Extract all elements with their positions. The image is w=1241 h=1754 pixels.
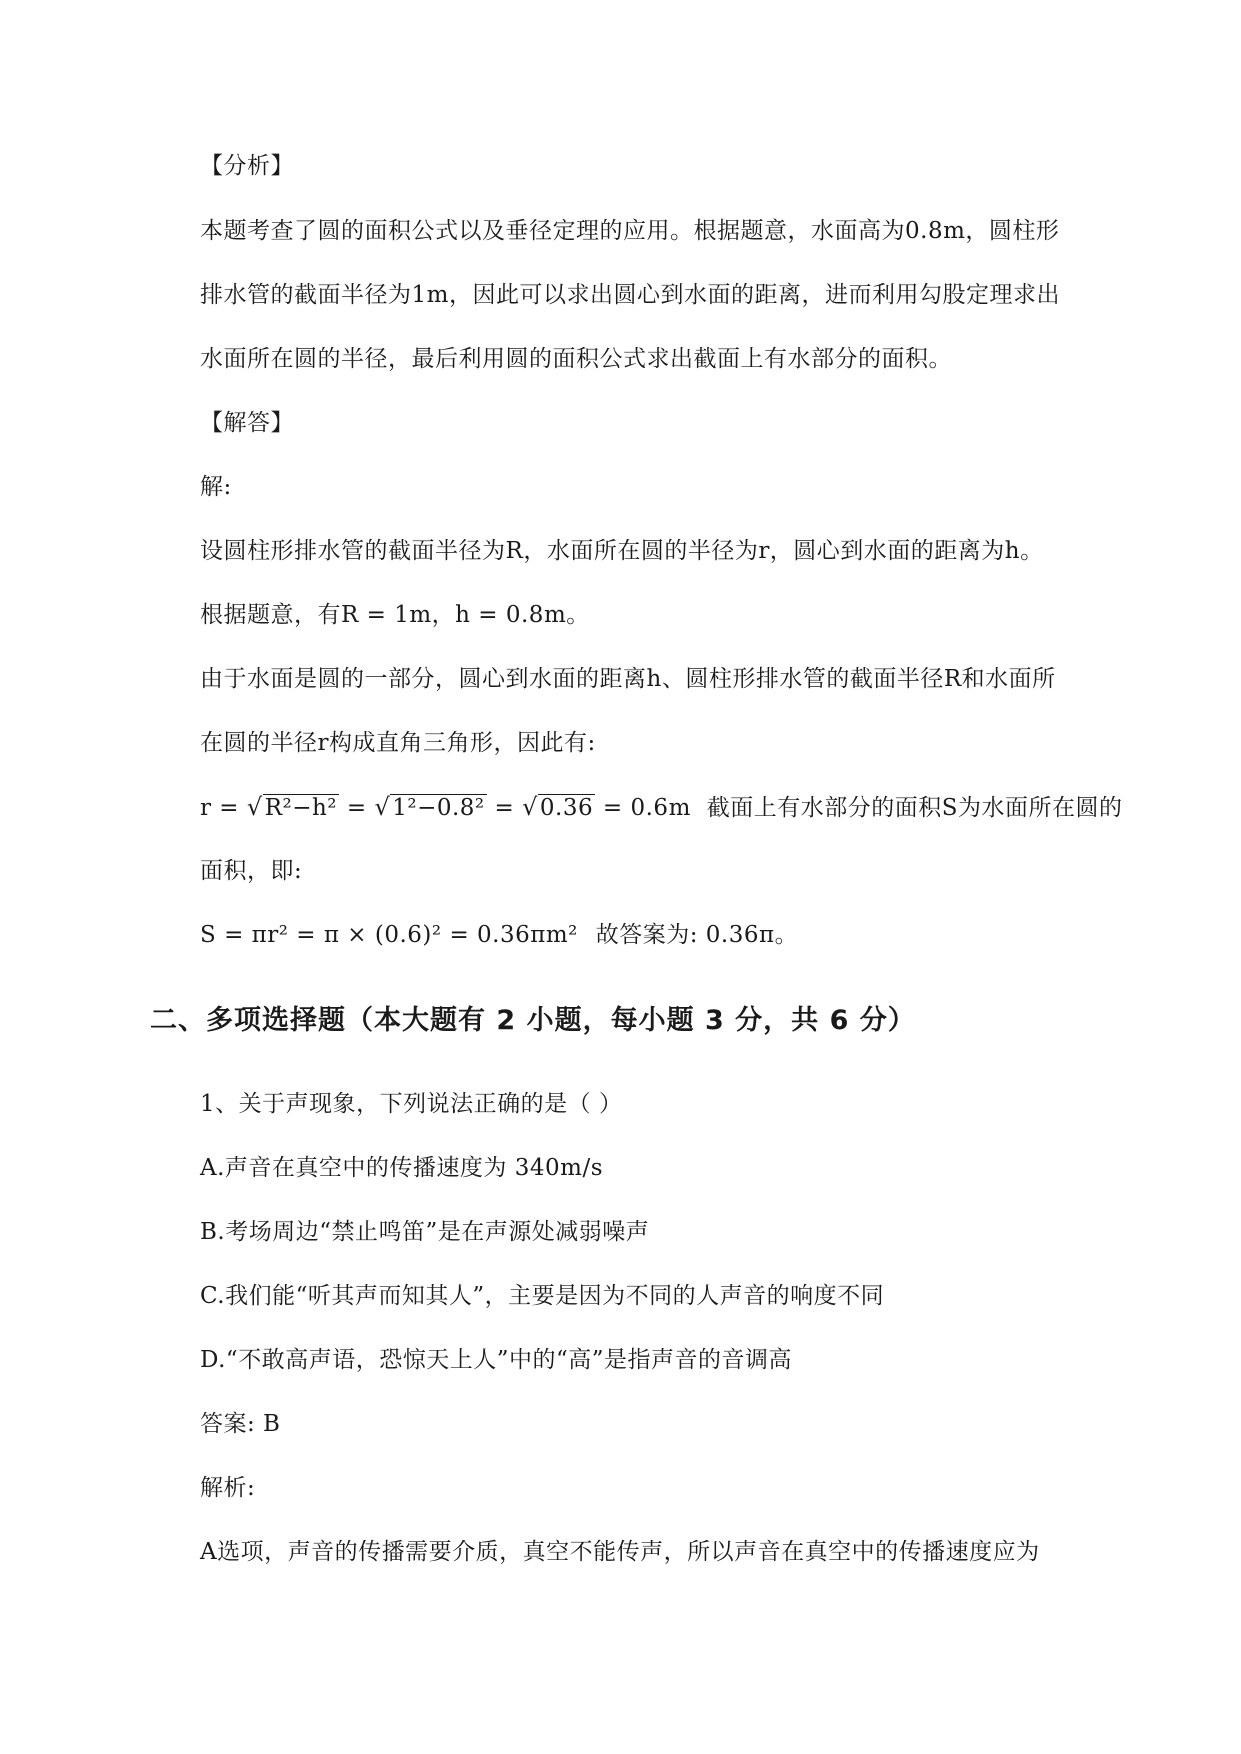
sqrt-2-content: 1²−0.8² [392, 795, 485, 821]
formula-eq-2: = [494, 795, 515, 821]
solution-line-1: 设圆柱形排水管的截面半径为R，水面所在圆的半径为r，圆心到水面的距离为h。 [200, 538, 1044, 564]
formula-tail-text: 截面上有水部分的面积S为水面所在圆的 [706, 795, 1123, 821]
sqrt-1-content: R²−h² [264, 795, 338, 821]
solution-title: 【解答】 [200, 410, 294, 436]
solution-intro: 解: [200, 474, 232, 500]
option-d: D.“不敢高声语，恐惊天上人”中的“高”是指声音的音调高 [200, 1347, 792, 1373]
option-a: A.声音在真空中的传播速度为 340m/s [200, 1155, 603, 1181]
solution-line-6: 面积，即: [200, 858, 303, 884]
sqrt-1: √R²−h² [246, 793, 338, 821]
explanation-label: 解析: [200, 1475, 256, 1501]
formula-area [200, 919, 798, 951]
analysis-line-3: 水面所在圆的半径，最后利用圆的面积公式求出截面上有水部分的面积。 [200, 346, 952, 372]
answer-tail: 故答案为: 0.36π。 [595, 922, 799, 948]
formula-result: = 0.6m [602, 795, 691, 821]
question-stem: 1、关于声现象，下列说法正确的是（ ） [200, 1091, 623, 1117]
solution-line-3: 由于水面是圆的一部分，圆心到水面的距离h、圆柱形排水管的截面半径R和水面所 [200, 666, 1056, 692]
option-b: B.考场周边“禁止鸣笛”是在声源处减弱噪声 [200, 1219, 650, 1245]
answer-line: 答案: B [200, 1411, 281, 1437]
option-c: C.我们能“听其声而知其人”，主要是因为不同的人声音的响度不同 [200, 1283, 885, 1309]
formula-area-expression: S = πr² = π × (0.6)² = 0.36πm² [200, 922, 578, 948]
section-heading: 二、多项选择题（本大题有 2 小题，每小题 3 分，共 6 分） [150, 1005, 916, 1036]
formula-eq-1: = [346, 795, 367, 821]
analysis-title: 【分析】 [200, 153, 294, 179]
formula-radius [200, 791, 1122, 824]
sqrt-3-content: 0.36 [539, 795, 594, 821]
analysis-line-1: 本题考查了圆的面积公式以及垂径定理的应用。根据题意，水面高为0.8m，圆柱形 [200, 218, 1060, 244]
analysis-line-2: 排水管的截面半径为1m，因此可以求出圆心到水面的距离，进而利用勾股定理求出 [200, 282, 1060, 308]
sqrt-3: √0.36 [522, 793, 594, 821]
solution-line-4: 在圆的半径r构成直角三角形，因此有: [200, 730, 596, 756]
sqrt-2: √1²−0.8² [374, 793, 485, 821]
explanation-line-1: A选项，声音的传播需要介质，真空不能传声，所以声音在真空中的传播速度应为 [200, 1539, 1040, 1565]
formula-lhs: r = [200, 795, 240, 821]
solution-line-2: 根据题意，有R = 1m，h = 0.8m。 [200, 602, 590, 628]
